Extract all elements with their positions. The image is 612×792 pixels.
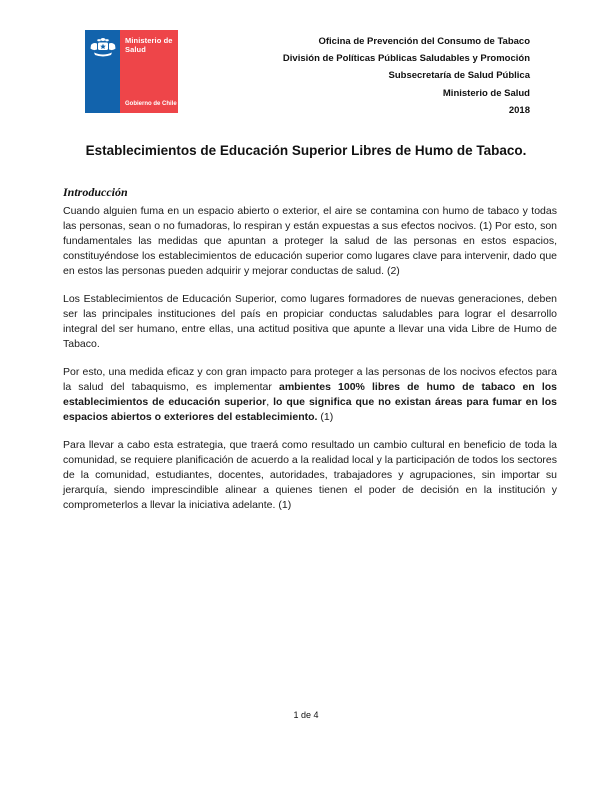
- paragraph-4: Para llevar a cabo esta estrategia, que traerá como resultado un cambio cultural en beneficio de toda la comunidad, se requiere planificación de acuerdo a la realidad local y la participación de todos los sectores de la comunidad, estudiantes, docentes, autoridades, trabajadores y agrupaciones, sin importar su jerarquía, siendo imprescindible alinear a quienes tienen el poder de decisión en la institución y comprometerlos a llevar la iniciativa adelante. (1): [63, 439, 557, 511]
- header-line-ministry: Ministerio de Salud: [442, 87, 530, 99]
- header-line-division: División de Políticas Públicas Saludables y Promoción: [282, 53, 530, 65]
- logo-ministry-name-line2: Salud: [125, 45, 146, 54]
- logo-ministry-name: [125, 36, 178, 54]
- header-line-year: 2018: [508, 104, 530, 116]
- page-title: Establecimientos de Educación Superior Libres de Humo de Tabaco.: [85, 143, 527, 158]
- paragraph-1: Cuando alguien fuma en un espacio abierto o exterior, el aire se contamina con humo de tabaco y todas las personas, sean o no fumadoras, lo respiran y están expuestas a sus efectos nocivos. (1) Por esto, son fundamentales las medidas que apuntan a proteger la salud de las personas en estos espacios, constituyéndose los establecimientos de educación superior como lugares clave para intervenir, dado que en estos las personas pueden adquirir y mejorar conductas de salud. (2): [63, 205, 557, 277]
- logo-blue-panel: [85, 30, 120, 113]
- paragraph-3: Por esto, una medida eficaz y con gran impacto para proteger a las personas de los nocivos efectos para la salud del tabaquismo, es implementar ambientes 100% libres de humo de tabaco en los establecimientos de educación superior, lo que significa que no existan áreas para fumar en los espacios abiertos o exteriores del establecimiento. (1): [63, 366, 557, 423]
- logo-government-label: Gobierno de Chile: [125, 101, 177, 107]
- header-line-office: Oficina de Prevención del Consumo de Tabaco: [318, 36, 530, 47]
- document-header: [283, 33, 530, 119]
- section-heading-introduccion: Introducción: [63, 185, 128, 199]
- logo-ministry-name-line1: Ministerio de: [125, 36, 173, 45]
- logo-red-panel: [120, 30, 178, 113]
- ministry-logo: [85, 30, 178, 113]
- body-text: [63, 204, 557, 526]
- header-line-subsecretaria: Subsecretaría de Salud Pública: [388, 70, 530, 82]
- paragraph-2: Los Establecimientos de Educación Superior, como lugares formadores de nuevas generaciones, deben ser las principales instituciones del país en propiciar conductas saludables para lograr el desarrollo integral del ser humano, entre ellas, una actitud positiva que apunte a llevar una vida Libre de Humo de Tabaco.: [63, 293, 557, 350]
- page-number: 1 de 4: [293, 710, 319, 720]
- coat-of-arms-icon: [89, 37, 117, 59]
